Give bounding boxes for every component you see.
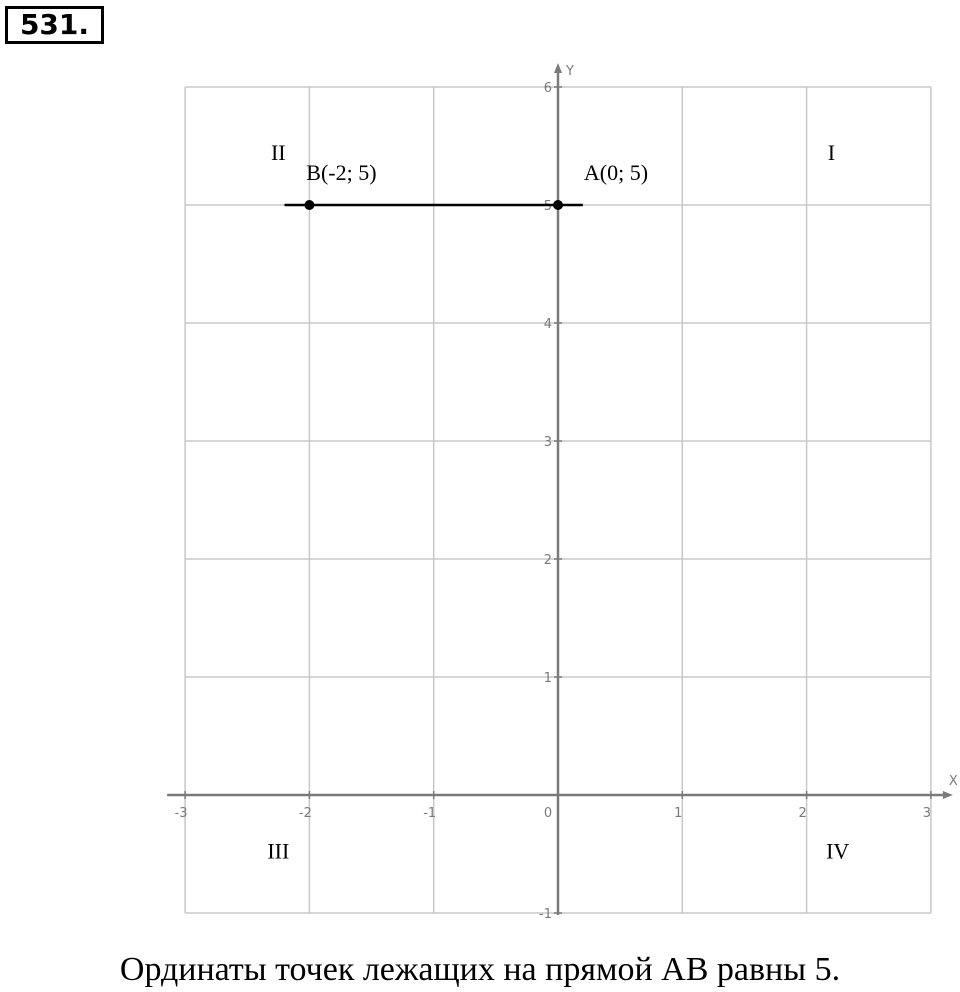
axes <box>167 63 958 915</box>
y-tick-label: -1 <box>539 907 552 922</box>
x-tick-label: 1 <box>674 806 683 821</box>
x-axis-arrow <box>943 791 953 799</box>
y-tick-label: 2 <box>543 553 552 568</box>
caption: Ординаты точек лежащих на прямой AB равны 5. <box>119 951 841 988</box>
point-label-a: A(0; 5) <box>583 160 649 185</box>
x-axis-label: X <box>948 774 958 789</box>
point-b <box>304 200 314 210</box>
y-tick-label: 1 <box>543 671 552 686</box>
problem-number: 531. <box>5 6 104 44</box>
quadrant-label: IV <box>826 838 850 864</box>
y-tick-label: 4 <box>543 317 552 332</box>
quadrant-label: I <box>827 139 836 165</box>
x-tick-label: 2 <box>798 806 807 821</box>
point-label-b: B(-2; 5) <box>306 160 377 185</box>
x-tick-label: 0 <box>543 806 553 821</box>
y-tick-label: 3 <box>543 435 552 450</box>
x-tick-label: -1 <box>423 806 437 821</box>
y-tick-label: 6 <box>543 81 552 96</box>
x-tick-label: -2 <box>298 806 312 821</box>
quadrant-label: II <box>270 139 286 165</box>
point-a <box>553 200 563 210</box>
y-tick-label: 5 <box>543 199 552 214</box>
plot-marks <box>285 160 649 210</box>
quadrant-label: III <box>267 838 290 864</box>
x-tick-label: 3 <box>922 806 932 821</box>
x-tick-label: -3 <box>174 806 188 821</box>
y-axis-arrow <box>554 63 562 73</box>
y-axis-label: Y <box>566 64 574 79</box>
